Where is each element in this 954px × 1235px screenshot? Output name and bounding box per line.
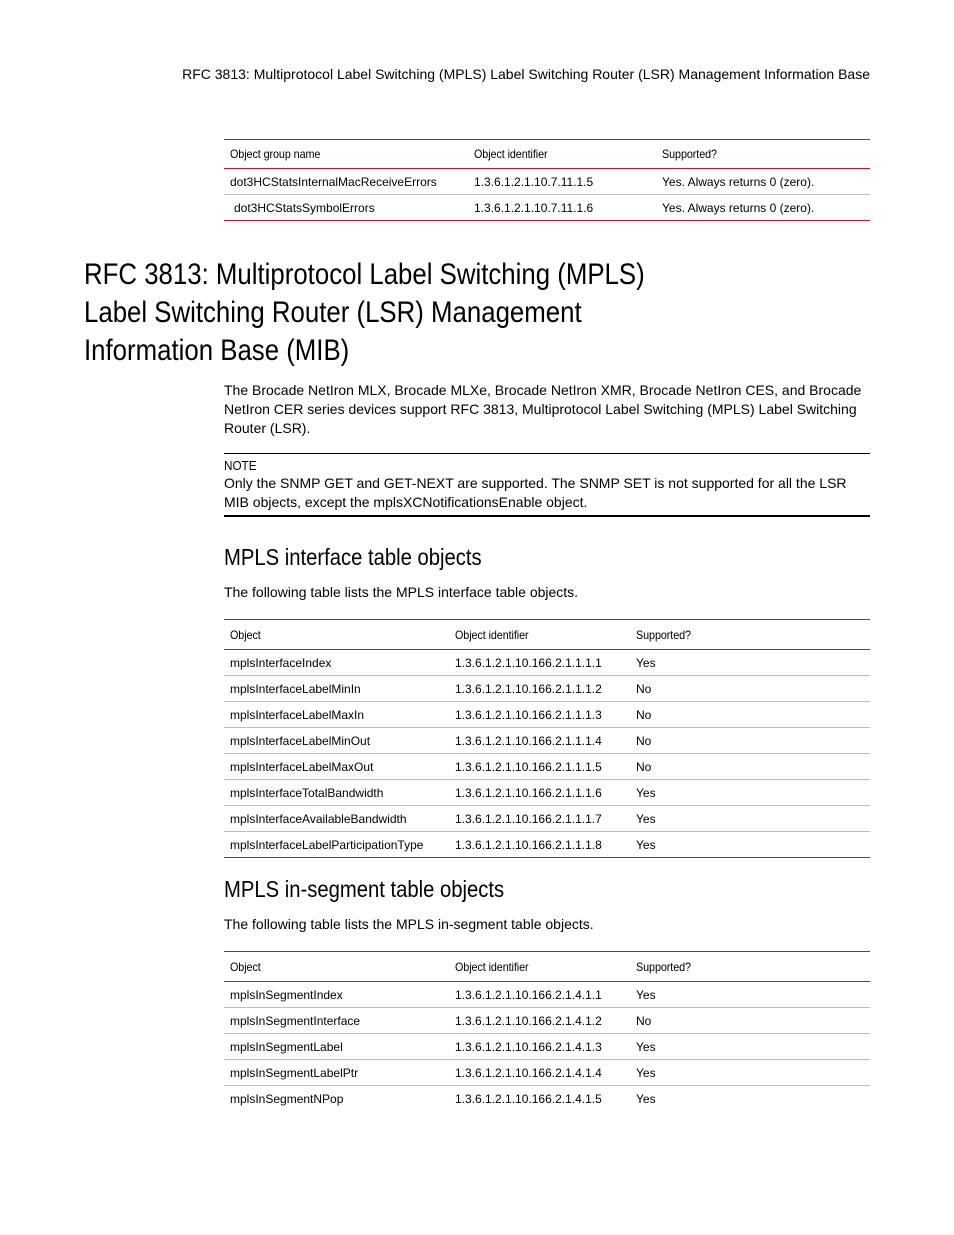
column-header: Object [224, 952, 449, 982]
table-row [224, 195, 870, 221]
table-row [224, 650, 870, 676]
table-cell: Yes. Always returns 0 (zero). [656, 169, 870, 195]
table-cell: 1.3.6.1.2.1.10.166.2.1.4.1.5 [455, 1091, 602, 1106]
table-cell: mplsInterfaceLabelMaxIn [224, 702, 449, 728]
insegment-table [224, 951, 870, 1111]
page-title-line: RFC 3813: Multiprotocol Label Switching (MPLS) [84, 258, 645, 291]
table-cell: mplsInterfaceLabelParticipationType [224, 832, 449, 858]
page-title-line: Information Base (MIB) [84, 334, 350, 367]
table-cell: mplsInterfaceIndex [224, 650, 449, 676]
table-cell: Yes. Always returns 0 (zero). [656, 195, 870, 221]
column-header: Supported? [630, 952, 870, 982]
table-row [224, 169, 870, 195]
table-cell: 1.3.6.1.2.1.10.166.2.1.4.1.1 [449, 982, 630, 1008]
table-cell: 1.3.6.1.2.1.10.166.2.1.1.1.5 [449, 754, 630, 780]
table-header-row [224, 140, 870, 169]
interface-table [224, 619, 870, 858]
table-cell: mplsInterfaceAvailableBandwidth [224, 806, 449, 832]
table-cell: Yes [630, 780, 870, 806]
table-cell: No [630, 754, 870, 780]
page-title-line: Label Switching Router (LSR) Management [84, 296, 582, 329]
table-cell: mplsInSegmentLabel [224, 1034, 449, 1060]
table-row [224, 728, 870, 754]
table-header-row [224, 952, 870, 982]
table-row [224, 702, 870, 728]
note-text: Only the SNMP GET and GET-NEXT are supported. The SNMP SET is not supported for all the LSR MIB objects, except the mplsXCNotificationsEnable object. [224, 475, 847, 510]
table-cell: 1.3.6.1.2.1.10.166.2.1.1.1.8 [449, 832, 630, 858]
column-header: Supported? [630, 620, 870, 650]
table-cell: dot3HCStatsInternalMacReceiveErrors [224, 169, 468, 195]
table-cell: dot3HCStatsSymbolErrors [224, 195, 468, 221]
table-cell: 1.3.6.1.2.1.10.166.2.1.4.1.2 [449, 1008, 630, 1034]
table-row [224, 1008, 870, 1034]
table-cell: mplsInterfaceLabelMaxOut [224, 754, 449, 780]
table-row [224, 1034, 870, 1060]
table-cell: No [630, 702, 870, 728]
table-cell: No [630, 676, 870, 702]
table-cell: Yes [630, 806, 870, 832]
intro-paragraph: The Brocade NetIron MLX, Brocade MLXe, Brocade NetIron XMR, Brocade NetIron CES, and Brocade NetIron CER series devices support RFC 3813, Multiprotocol Label Switching (MPLS) Label Switching Router (LSR). [224, 382, 862, 436]
table-cell: 1.3.6.1.2.1.10.166.2.1.1.1.6 [449, 780, 630, 806]
table-cell: 1.3.6.1.2.1.10.166.2.1.1.1.2 [449, 676, 630, 702]
table-row [224, 806, 870, 832]
page-title [84, 256, 784, 370]
table-cell: 1.3.6.1.2.1.10.166.2.1.4.1.4 [449, 1060, 630, 1086]
table-cell: mplsInterfaceLabelMinOut [224, 728, 449, 754]
table-cell: Yes [630, 1034, 870, 1060]
table-row [224, 1060, 870, 1086]
column-header: Object identifier [468, 140, 656, 169]
table-cell: No [630, 1008, 870, 1034]
top-table [224, 139, 870, 221]
section-heading-insegment: MPLS in-segment table objects [224, 876, 505, 902]
table-cell: Yes [630, 1060, 870, 1086]
note-label: NOTE [224, 458, 257, 473]
table-row [224, 754, 870, 780]
table-cell: 1.3.6.1.2.1.10.166.2.1.1.1.4 [449, 728, 630, 754]
column-header: Object identifier [449, 952, 630, 982]
note-box [224, 453, 870, 517]
column-header: Supported? [656, 140, 870, 169]
table-cell: No [630, 728, 870, 754]
table-cell: mplsInSegmentNPop [230, 1091, 344, 1106]
table-row [224, 982, 870, 1008]
column-header: Object identifier [449, 620, 630, 650]
table-cell: mplsInSegmentIndex [224, 982, 449, 1008]
table-row [224, 780, 870, 806]
insegment-table-intro: The following table lists the MPLS in-segment table objects. [224, 916, 594, 932]
table-cell: Yes [630, 650, 870, 676]
running-header: RFC 3813: Multiprotocol Label Switching (MPLS) Label Switching Router (LSR) Management Information Base [182, 66, 870, 82]
table-cell: Yes [630, 982, 870, 1008]
table-cell: 1.3.6.1.2.1.10.166.2.1.1.1.3 [449, 702, 630, 728]
table-cell: mplsInSegmentInterface [224, 1008, 449, 1034]
column-header: Object group name [224, 140, 468, 169]
table-row [224, 676, 870, 702]
table-cell: Yes [630, 832, 870, 858]
column-header: Object [224, 620, 449, 650]
table-cell: mplsInSegmentLabelPtr [224, 1060, 449, 1086]
interface-table-intro: The following table lists the MPLS interface table objects. [224, 584, 579, 600]
table-cell: 1.3.6.1.2.1.10.7.11.1.5 [468, 169, 656, 195]
table-cell: 1.3.6.1.2.1.10.7.11.1.6 [468, 195, 656, 221]
table-cell: 1.3.6.1.2.1.10.166.2.1.1.1.7 [449, 806, 630, 832]
table-header-row [224, 620, 870, 650]
table-cell: mplsInterfaceTotalBandwidth [224, 780, 449, 806]
table-cell: 1.3.6.1.2.1.10.166.2.1.4.1.3 [449, 1034, 630, 1060]
table-row [224, 1086, 870, 1112]
section-heading-interface: MPLS interface table objects [224, 544, 482, 570]
table-cell: Yes [636, 1091, 656, 1106]
table-row [224, 832, 870, 858]
table-cell: mplsInterfaceLabelMinIn [224, 676, 449, 702]
table-cell: 1.3.6.1.2.1.10.166.2.1.1.1.1 [449, 650, 630, 676]
